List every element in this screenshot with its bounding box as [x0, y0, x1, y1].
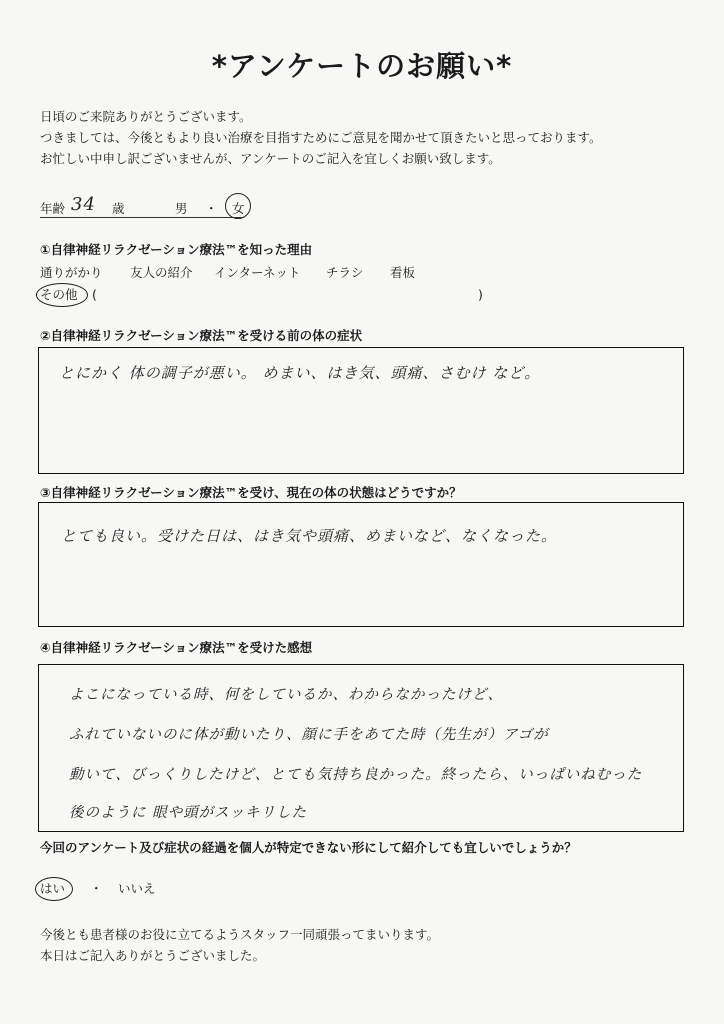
- gender-separator: ・: [205, 201, 218, 216]
- gender-female-option[interactable]: 女: [232, 201, 245, 216]
- q1-option[interactable]: 看板: [390, 265, 416, 280]
- consent-separator: ・: [90, 881, 103, 896]
- q4-answer-line: よこになっている時、何をしているか、わからなかったけど、: [69, 687, 503, 703]
- consent-yes-option[interactable]: はい: [40, 881, 66, 896]
- age-underline: [40, 217, 244, 218]
- female-selected-circle: [225, 193, 251, 219]
- q1-option[interactable]: 友人の紹介: [130, 265, 193, 280]
- age-label: 年齢: [40, 201, 66, 216]
- age-value: 34: [71, 194, 96, 215]
- consent-no-option[interactable]: いいえ: [118, 881, 156, 896]
- paren-close: ): [478, 287, 483, 302]
- q2-answer-text: とにかく 体の調子が悪い。 めまい、はき気、頭痛、さむけ など。: [59, 364, 541, 382]
- q4-heading: ④自律神経リラクゼーション療法™を受けた感想: [40, 640, 313, 655]
- q3-answer-box[interactable]: [38, 502, 684, 627]
- q4-answer-line: 後のように 眼や頭がスッキリした: [69, 805, 307, 821]
- yes-selected-circle: [35, 877, 73, 901]
- gender-male-option[interactable]: 男: [175, 201, 188, 216]
- q1-other-option[interactable]: その他: [40, 287, 78, 302]
- q1-option[interactable]: 通りがかり: [40, 265, 103, 280]
- paren-open: (: [92, 287, 97, 302]
- q4-answer-box[interactable]: [38, 664, 684, 832]
- closing-line: 本日はご記入ありがとうございました。: [40, 948, 266, 963]
- consent-question: 今回のアンケート及び症状の経過を個人が特定できない形にして紹介しても宜しいでしょうか？: [40, 840, 577, 855]
- age-gender-row: [40, 196, 260, 220]
- intro-line: つきましては、今後ともより良い治療を目指すためにご意見を聞かせて頂きたいと思っております。: [40, 130, 602, 145]
- page-title: *アンケートのお願い*: [211, 49, 513, 83]
- q3-heading: ③自律神経リラクゼーション療法™を受け、現在の体の状態はどうですか？: [40, 485, 462, 500]
- other-selected-circle: [36, 283, 88, 307]
- consent-options: [40, 877, 240, 901]
- closing-line: 今後とも患者様のお役に立てるようスタッフ一同頑張ってまいります。: [40, 927, 440, 942]
- q4-answer-line: ふれていないのに体が動いたり、顔に手をあてた時（先生が）アゴが: [69, 727, 549, 743]
- q1-heading: ①自律神経リラクゼーション療法™を知った理由: [40, 242, 313, 257]
- intro-line: 日頃のご来院ありがとうございます。: [40, 109, 252, 124]
- age-unit: 歳: [112, 201, 125, 216]
- q3-answer-text: とても良い。受けた日は、はき気や頭痛、めまいなど、なくなった。: [61, 527, 558, 545]
- intro-line: お忙しい中申し訳ございませんが、アンケートのご記入を宜しくお願い致します。: [40, 151, 501, 166]
- q4-answer-line: 動いて、びっくりしたけど、とても気持ち良かった。終ったら、いっぱいねむった: [69, 767, 643, 783]
- intro-text: [40, 106, 700, 169]
- q2-heading: ②自律神経リラクゼーション療法™を受ける前の体の症状: [40, 328, 363, 343]
- q1-option[interactable]: チラシ: [326, 265, 364, 280]
- q1-option[interactable]: インターネット: [214, 265, 301, 280]
- closing-text: [40, 924, 700, 966]
- q2-answer-box[interactable]: [38, 347, 684, 474]
